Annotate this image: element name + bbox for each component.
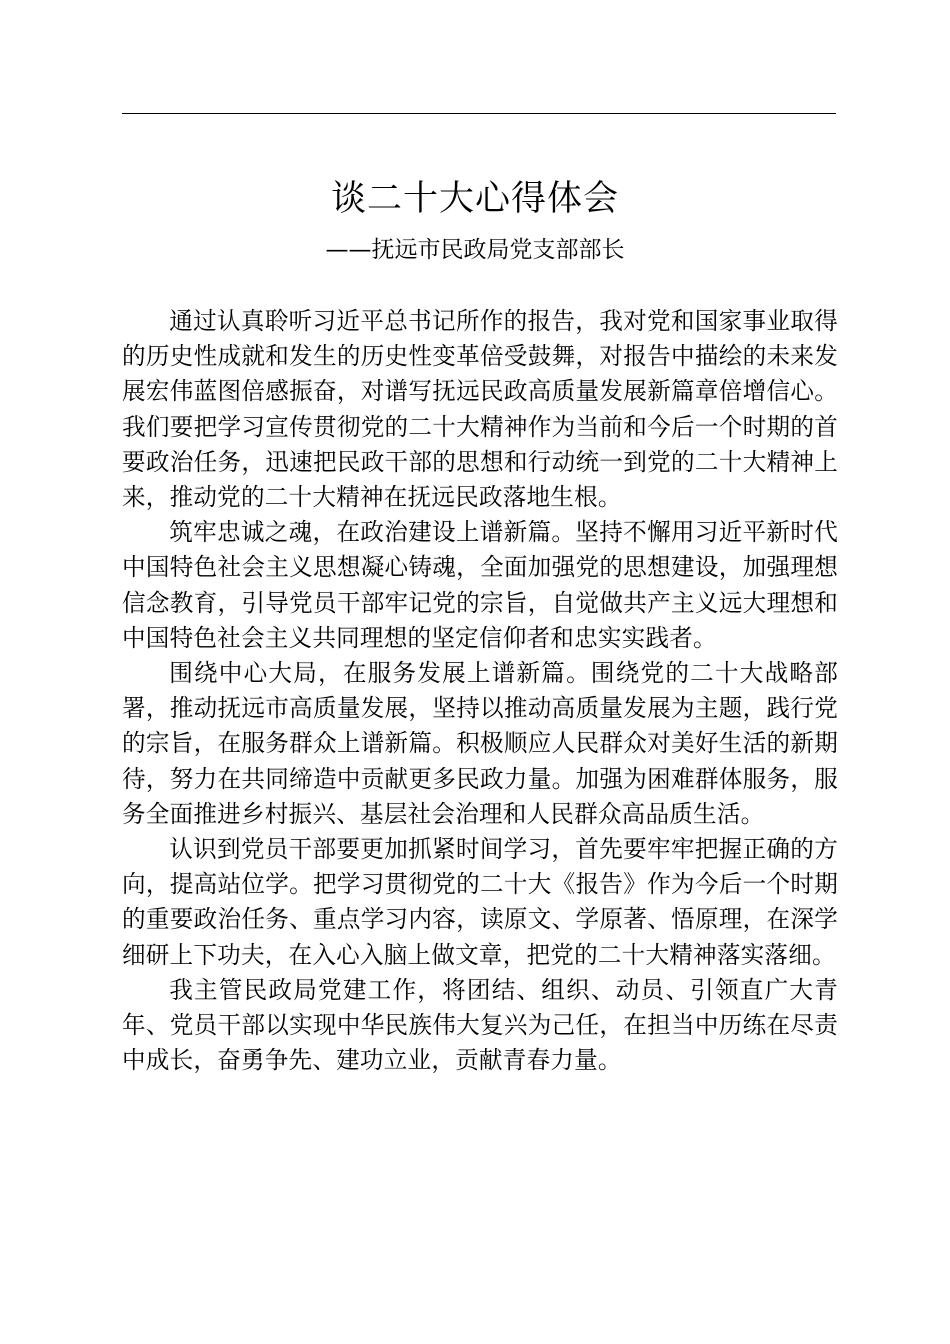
paragraph-3: 围绕中心大局，在服务发展上谱新篇。围绕党的二十大战略部署，推动抚远市高质量发展，坚持以推动高质量发展为主题，践行党的宗旨，在服务群众上谱新篇。积极顺应人民群众对美好生活的新期待，努力在共同缔造中贡献更多民政力量。加强为困难群体服务，服务全面推进乡村振兴、基层社会治理和人民群众高品质生活。 [122, 659, 838, 828]
paragraph-1: 通过认真聆听习近平总书记所作的报告，我对党和国家事业取得的历史性成就和发生的历史性变革倍受鼓舞，对报告中描绘的未来发展宏伟蓝图倍感振奋，对谱写抚远民政高质量发展新篇章倍增信心。我们要把学习宣传贯彻党的二十大精神作为当前和今后一个时期的首要政治任务，迅速把民政干部的思想和行动统一到党的二十大精神上来，推动党的二十大精神在抚远民政落地生根。 [122, 307, 838, 512]
header-rule [122, 113, 836, 114]
paragraph-2: 筑牢忠诚之魂，在政治建设上谱新篇。坚持不懈用习近平新时代中国特色社会主义思想凝心铸魂，全面加强党的思想建设，加强理想信念教育，引导党员干部牢记党的宗旨，自觉做共产主义远大理想和中国特色社会主义共同理想的坚定信仰者和忠实实践者。 [122, 518, 838, 652]
paragraph-4: 认识到党员干部要更加抓紧时间学习，首先要牢牢把握正确的方向，提高站位学。把学习贯彻党的二十大《报告》作为今后一个时期的重要政治任务、重点学习内容，读原文、学原著、悟原理，在深学细研上下功夫，在入心入脑上做文章，把党的二十大精神落实落细。 [122, 835, 838, 969]
document-body [122, 304, 838, 1078]
paragraph-5: 我主管民政局党建工作，将团结、组织、动员、引领直广大青年、党员干部以实现中华民族伟大复兴为己任，在担当中历练在尽责中成长，奋勇争先、建功立业，贡献青春力量。 [122, 975, 838, 1075]
page-subtitle: ——抚远市民政局党支部部长 [325, 237, 625, 263]
page-title: 谈二十大心得体会 [330, 179, 619, 219]
